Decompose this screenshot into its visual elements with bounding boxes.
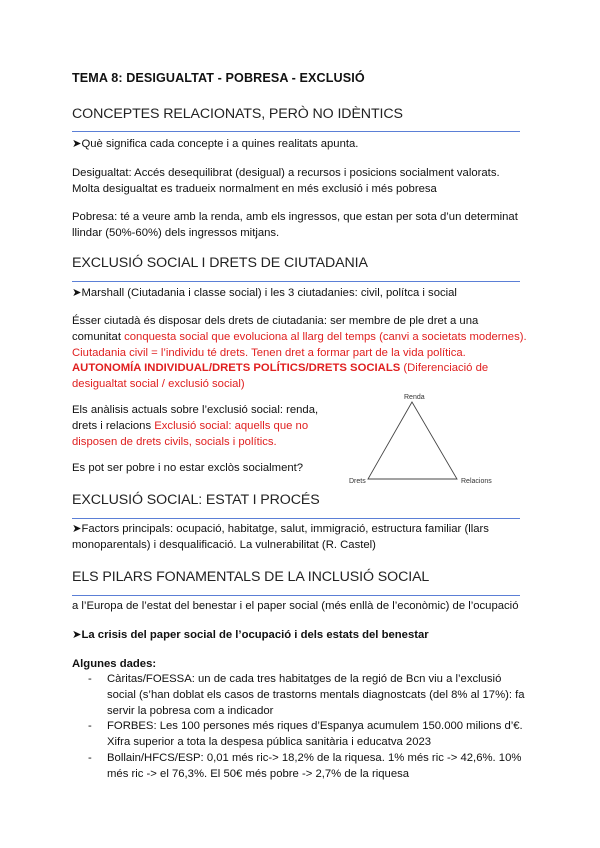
heading-exclusio-drets: EXCLUSIÓ SOCIAL I DRETS DE CIUTADANIA (72, 255, 368, 271)
page-title: TEMA 8: DESIGUALTAT - POBRESA - EXCLUSIÓ (72, 71, 365, 85)
autonomia-highlight: AUTONOMÍA INDIVIDUAL/DRETS POLÍTICS/DRETS SOCIALS (72, 362, 401, 375)
section-divider (72, 518, 520, 519)
ciutadania-paragraph (72, 314, 528, 393)
heading-estat-proces: EXCLUSIÓ SOCIAL: ESTAT I PROCÉS (72, 492, 320, 508)
list-item (88, 751, 528, 783)
list-item (88, 719, 528, 751)
item-forbes: FORBES: Les 100 persones més riques d’Espanya acumulem 150.000 milions d’€. Xifra superior a tota la despesa pública sanitària i educatva 2023 (107, 720, 523, 749)
desigualtat-definition: Desigualtat: Accés desequilibrat (desigual) a recursos i posicions socialment valorats. Molta desigualtat es tradueix normalment en més exclusió i més pobresa (72, 167, 500, 195)
dades-heading: Algunes dades: (72, 658, 157, 670)
label-relacions: Relacions (461, 478, 492, 485)
label-renda: Renda (404, 394, 425, 401)
ciutadania-red-text: conquesta social que evoluciona al llarg del temps (canvi a societats modernes). Ciutadania civil = l’individu té drets. Tenen dret a formar part de la vida política. (72, 330, 527, 359)
section-divider (72, 131, 520, 132)
question-pobre: Es pot ser pobre i no estar exclòs socialment? (72, 462, 304, 474)
dash-marker: - (88, 751, 92, 764)
diferenciacio-text: (Diferenciació de desigualtat social / exclusió social) (72, 362, 489, 391)
ciutadania-text: Ésser ciutadà és disposar dels drets de ciutadania: ser membre de ple dret a una comunitat (72, 315, 479, 343)
heading-pilars: ELS PILARS FONAMENTALS DE LA INCLUSIÓ SOCIAL (72, 569, 430, 585)
item-caritas: Càritas/FOESSA: un de cada tres habitatges de la regió de Bcn viu a l’exclusió social (s’han doblat els casos de trastorns mentals diagnostcats (del 8% al 17%): fa servir la pobresa com a indicador (107, 673, 525, 717)
dash-marker: - (88, 673, 92, 685)
triangle-shape (368, 402, 457, 479)
analisis-paragraph (72, 403, 320, 450)
item-bollain: Bollain/HFCS/ESP: 0,01 més ric-> 18,2% de la riquesa. 1% més ric -> 42,6%. 10% més ric -> el 76,3%. El 50€ més pobre -> 2,7% de la riquesa (107, 751, 522, 780)
analisis-text: Els anàlisis actuals sobre l’exclusió social: renda, drets i relacions (72, 404, 319, 432)
label-drets: Drets (349, 478, 366, 485)
factors-text: ➤Factors principals: ocupació, habitatge, salut, immigració, estructura familiar (llars monoparentals) i desqualificació. La vulnerabilitat (R. Castel) (72, 523, 489, 551)
marshall-text: ➤Marshall (Ciutadania i classe social) i les 3 ciutadanies: civil, polítca i social (72, 287, 457, 299)
crisis-heading: ➤La crisis del paper social de l’ocupació i dels estats del benestar (72, 629, 429, 641)
triangle-diagram (340, 388, 510, 490)
section-divider (72, 281, 520, 282)
section-divider (72, 595, 520, 596)
question-text: ➤Què significa cada concepte i a quines realitats apunta. (72, 138, 359, 150)
dades-list (88, 672, 528, 783)
heading-conceptes: CONCEPTES RELACIONATS, PERÒ NO IDÈNTICS (72, 106, 403, 122)
pobresa-definition: Pobresa: té a veure amb la renda, amb els ingressos, que estan per sota d’un determinat llindar (50%-60%) dels ingressos mitjans. (72, 211, 518, 239)
list-item (88, 672, 528, 719)
dash-marker: - (88, 720, 92, 733)
europa-text: a l’Europa de l’estat del benestar i el paper social (més enllà de l’econòmic) de l’ocupació (72, 600, 519, 612)
exclusio-definition: Exclusió social: aquells que no disposen de drets civils, socials i polítics. (72, 419, 309, 448)
